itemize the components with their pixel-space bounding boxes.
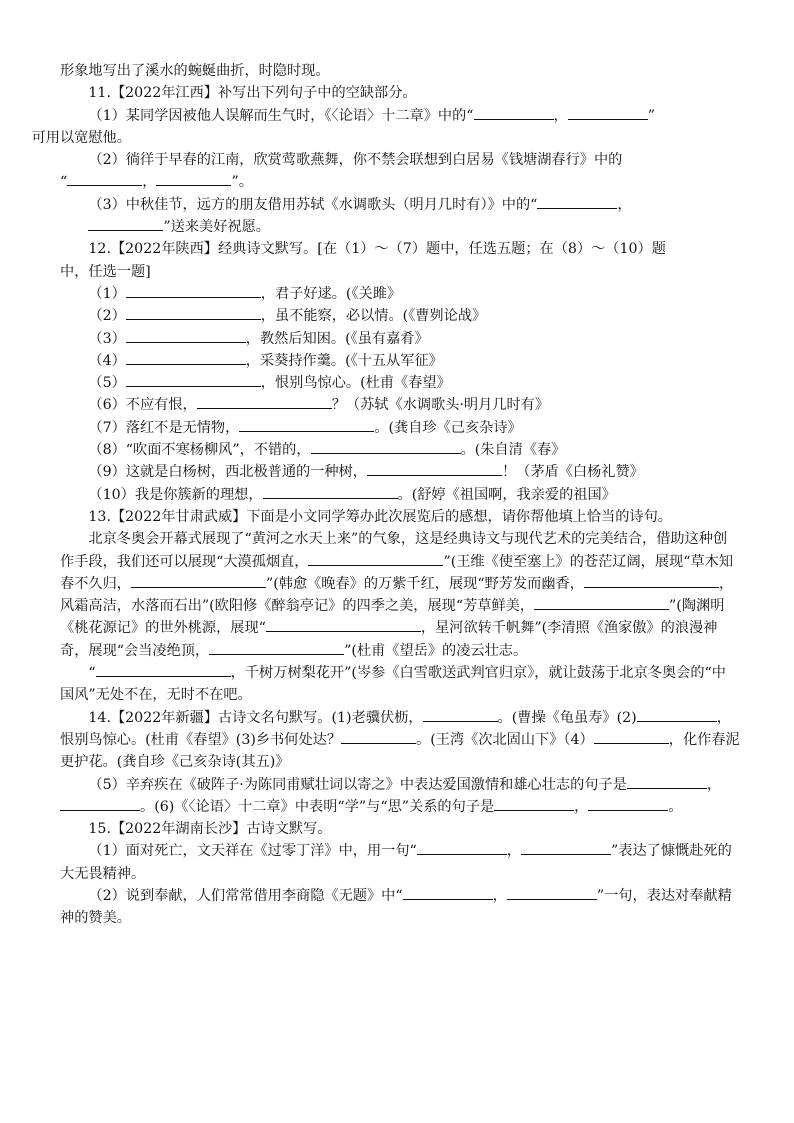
question-14-5: （5）辛弃疾在《破阵子·为陈同甫赋壮词以寄之》中表达爱国激情和雄心壮志的句子是 ，。(6)《〈论语〉十二章》中表明“学”与“思”关系的句子是 ， 。 [60,774,740,819]
question-14: 14.【2022年新疆】古诗文名句默写。(1)老骥伏枥， 。(曹操《龟虽寿》(2) ，恨别鸟惊心。(杜甫《春望》(3)乡书何处达？ 。(王湾《次北固山下》（4） ，化作春泥更护花。(龚自珍《己亥杂诗(其五)》 [60,707,740,774]
answer-blank[interactable] [637,707,717,722]
question-12-7: （7）落红不是无情物， 。(龚自珍《己亥杂诗》 [60,417,740,439]
question-15-1: （1）面对死亡，文天祥在《过零丁洋》中，用一句“ ， ”表达了慷慨赴死的大无畏精神。 [60,840,740,885]
answer-blank[interactable] [126,283,261,298]
answer-blank[interactable] [588,796,668,811]
question-12-title-cont: 中，任选一题] [60,263,151,280]
answer-blank[interactable] [67,171,142,186]
answer-blank[interactable] [131,573,266,588]
answer-blank[interactable] [584,573,719,588]
answer-blank[interactable] [126,350,246,365]
answer-blank[interactable] [266,617,421,632]
question-12-8: （8）“吹面不寒杨柳风”，不错的， 。(朱自清《春》 [60,439,740,461]
answer-blank[interactable] [417,840,507,855]
question-11-3-cont: ”送来美好祝愿。 [60,216,740,238]
question-15-title: 15.【2022年湖南长沙】古诗文默写。 [88,821,332,838]
question-13-title: 13.【2022年甘肃武威】下面是小文同学筹办此次展览后的感想，请你帮他填上恰当的诗句。 [88,508,672,525]
answer-blank[interactable] [96,662,231,677]
question-11-title: 11.【2022年江西】补写出下列句子中的空缺部分。 [88,85,417,102]
answer-blank[interactable] [209,640,344,655]
question-12-4: （4） ，采葵持作羹。(《十五从军征》 [60,350,740,372]
answer-blank[interactable] [537,194,617,209]
question-11-3: （3）中秋佳节，远方的朋友借用苏轼《水调歌头（明月几时有）》中的“ ， [60,194,740,216]
question-12-title: 12.【2022年陕西】经典诗文默写。[在（1）～（7）题中，任选五题；在（8）～（10）题 [88,241,666,258]
answer-blank[interactable] [311,439,461,454]
question-12-2: （2） ，虽不能察，必以情。(《曹刿论战》 [60,305,740,327]
question-13-body: 北京冬奥会开幕式展现了“黄河之水天上来”的气象，这是经典诗文与现代艺术的完美结合，借助这种创作手段，我们还可以展现“大漠孤烟直， ”(王维《使至塞上》的苍茫辽阔，展现“草木知春不久归， ”(韩愈《晚春》的万紫千红，展现“野芳发而幽香， ，风霜高洁，水落而石出”(欧阳修《醉翁亭记》的四季之美，展现“芳草鲜美， ”(陶渊明《桃花源记》的世外桃源，展现“ ，星河欲转千帆舞”(李清照《渔家傲》的浪漫神奇，展现“会当凌绝顶， ”(杜甫《望岳》的凌云壮志。 [60,531,734,659]
question-11-2: （2）徜徉于早春的江南，欣赏莺歌燕舞，你不禁会联想到白居易《钱塘湖春行》中的 [88,152,623,169]
question-13-body-2: “ ，千树万树梨花开”(岑参《白雪歌送武判官归京》，就让鼓荡于北京冬奥会的“中国风”无处不在，无时不在吧。 [60,662,740,707]
question-12-1: （1） ，君子好逑。(《关雎》 [60,283,740,305]
answer-blank[interactable] [126,328,246,343]
answer-blank[interactable] [474,105,554,120]
question-12-10: （10）我是你簇新的理想， 。(舒婷《祖国啊，我亲爱的祖国》 [60,484,740,506]
question-11-2-cont: “ ， ”。 [60,171,740,193]
answer-blank[interactable] [594,729,669,744]
text-line: 形象地写出了溪水的蜿蜒曲折，时隐时现。 [60,63,330,79]
answer-blank[interactable] [263,484,398,499]
question-12-3: （3） ，教然后知困。(《虽有嘉肴》 [60,328,740,350]
answer-blank[interactable] [341,729,416,744]
answer-blank[interactable] [308,551,443,566]
answer-blank[interactable] [197,394,332,409]
answer-blank[interactable] [423,707,498,722]
answer-blank[interactable] [494,796,574,811]
answer-blank[interactable] [60,796,140,811]
question-12-6: （6）不应有恨， ？（苏轼《水调歌头·明月几时有》 [60,394,740,416]
answer-blank[interactable] [126,305,261,320]
answer-blank[interactable] [627,774,707,789]
answer-blank[interactable] [507,885,597,900]
answer-blank[interactable] [367,461,502,476]
question-12-9: （9）这就是白杨树，西北极普通的一种树， ！（茅盾《白杨礼赞》 [60,461,740,483]
question-12-5: （5） ，恨别鸟惊心。(杜甫《春望》 [60,372,740,394]
document-page [31,60,740,930]
answer-blank[interactable] [534,595,669,610]
question-15-2: （2）说到奉献，人们常常借用李商隐《无题》中“ ， ”一句，表达对奉献精神的赞美。 [60,885,740,930]
answer-blank[interactable] [239,417,374,432]
answer-blank[interactable] [126,372,261,387]
answer-blank[interactable] [521,840,611,855]
answer-blank[interactable] [403,885,493,900]
answer-blank[interactable] [156,171,231,186]
question-11-1: （1）某同学因被他人误解而生气时，《〈论语〉十二章》中的“ ， ” 可用以宽慰他。 [60,105,740,150]
answer-blank[interactable] [88,216,163,231]
answer-blank[interactable] [568,105,648,120]
